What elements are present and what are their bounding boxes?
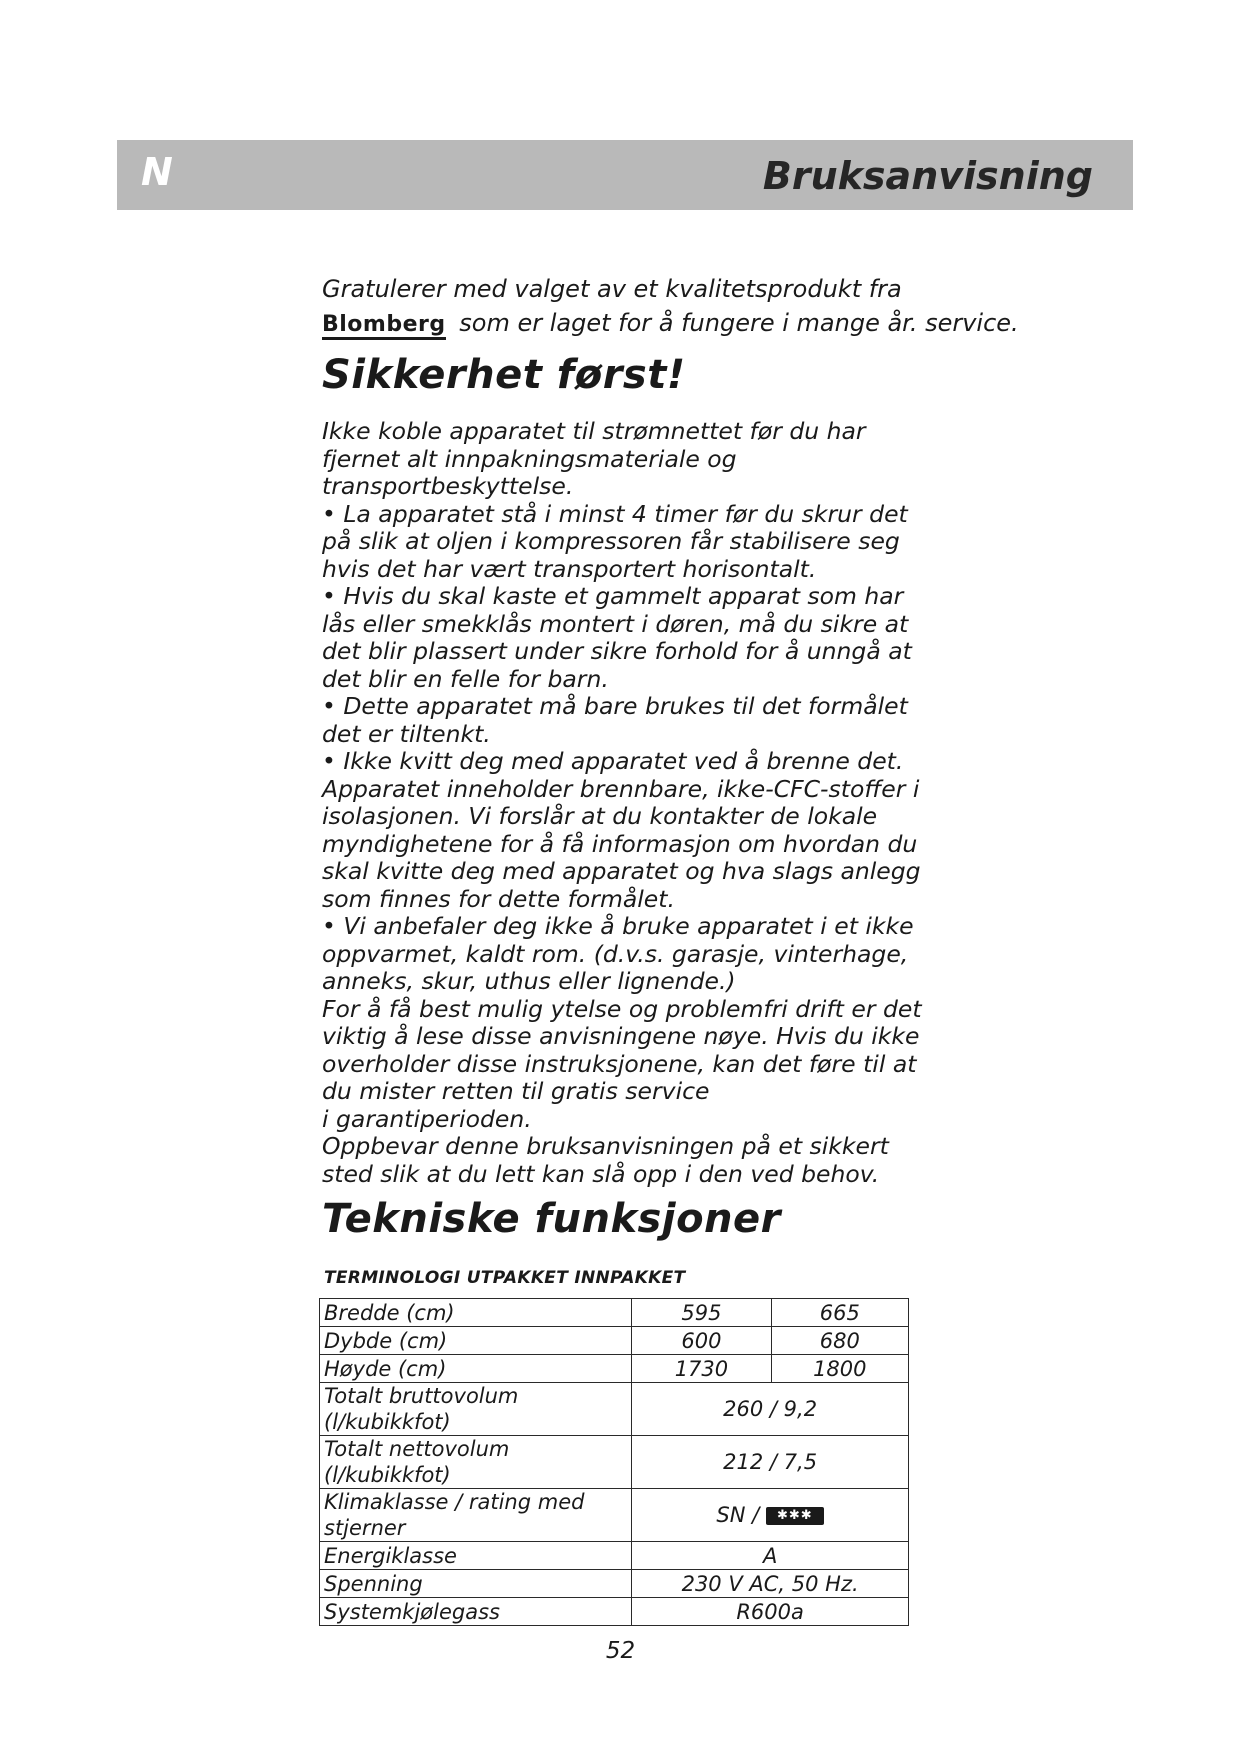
- spec-label: Dybde (cm): [320, 1327, 632, 1355]
- intro: [322, 272, 1019, 340]
- safety-paragraph: i garantiperioden.: [322, 1104, 532, 1133]
- spec-label: Energiklasse: [320, 1542, 632, 1570]
- spec-unpacked: 1730: [632, 1355, 771, 1383]
- table-row: [320, 1383, 909, 1436]
- safety-heading: Sikkerhet først!: [322, 352, 686, 398]
- language-code: N: [141, 150, 173, 194]
- safety-paragraph: Ikke koble apparatet til strømnettet før du har fjernet alt innpakningsmateriale og transportbeskyttelse.: [322, 417, 866, 500]
- specs-table: [319, 1298, 909, 1626]
- climate-class-value: SN /: [716, 1503, 760, 1527]
- safety-paragraph: • Vi anbefaler deg ikke å bruke apparatet i et ikke oppvarmet, kaldt rom. (d.v.s. garasje, vinterhage, anneks, skur, uthus eller lignende.): [322, 912, 914, 995]
- spec-packed: 665: [771, 1299, 908, 1327]
- spec-packed: 1800: [771, 1355, 908, 1383]
- table-row: [320, 1570, 909, 1598]
- tech-heading: Tekniske funksjoner: [322, 1196, 781, 1242]
- safety-body: [322, 418, 922, 1188]
- spec-unpacked: 600: [632, 1327, 771, 1355]
- safety-paragraph: • Ikke kvitt deg med apparatet ved å brenne det. Apparatet inneholder brennbare, ikke-CFC-stoffer i isolasjonen. Vi forslår at du kontakter de lokale myndighetene for å få informasjon om hvordan du skal kvitte deg med apparatet og hva slags anlegg som finnes for dette formålet.: [322, 747, 921, 913]
- spec-label: Spenning: [320, 1570, 632, 1598]
- brand-logo: Blomberg: [322, 313, 446, 340]
- table-row: [320, 1299, 909, 1327]
- intro-line-2: [322, 306, 1019, 340]
- table-row: [320, 1355, 909, 1383]
- spec-value: 260 / 9,2: [632, 1383, 909, 1436]
- safety-paragraph: Oppbevar denne bruksanvisningen på et sikkert sted slik at du lett kan slå opp i den ved behov.: [322, 1132, 889, 1188]
- spec-packed: 680: [771, 1327, 908, 1355]
- table-row: [320, 1436, 909, 1489]
- spec-label: Høyde (cm): [320, 1355, 632, 1383]
- spec-value: R600a: [632, 1598, 909, 1626]
- spec-value: 212 / 7,5: [632, 1436, 909, 1489]
- spec-label: Systemkjølegass: [320, 1598, 632, 1626]
- spec-label: Klimaklasse / rating med stjerner: [320, 1489, 632, 1542]
- spec-label: Totalt bruttovolum (l/kubikkfot): [320, 1383, 632, 1436]
- header-band: [117, 140, 1133, 210]
- spec-value: [632, 1489, 909, 1542]
- safety-paragraph: For å få best mulig ytelse og problemfri drift er det viktig å lese disse anvisningene nøye. Hvis du ikke overholder disse instruksjonene, kan det føre til at du mister retten til gratis service: [322, 994, 922, 1105]
- table-row: [320, 1542, 909, 1570]
- spec-value: A: [632, 1542, 909, 1570]
- intro-line-1: Gratulerer med valget av et kvalitetsprodukt fra: [322, 275, 902, 303]
- terminology-heading: TERMINOLOGI UTPAKKET INNPAKKET: [324, 1268, 686, 1288]
- table-row: [320, 1327, 909, 1355]
- safety-paragraph: • La apparatet stå i minst 4 timer før du skrur det på slik at oljen i kompressoren får stabilisere seg hvis det har vært transportert horisontalt.: [322, 499, 908, 583]
- spec-value: 230 V AC, 50 Hz.: [632, 1570, 909, 1598]
- document-title: Bruksanvisning: [762, 154, 1093, 198]
- freezer-star-rating-icon: ✱✱✱: [766, 1507, 824, 1525]
- table-row: [320, 1598, 909, 1626]
- intro-line-2-text: som er laget for å fungere i mange år. service.: [459, 309, 1019, 337]
- spec-label: Bredde (cm): [320, 1299, 632, 1327]
- safety-paragraph: • Dette apparatet må bare brukes til det formålet det er tiltenkt.: [322, 692, 908, 748]
- page-number: 52: [605, 1638, 636, 1664]
- table-row: [320, 1489, 909, 1542]
- spec-unpacked: 595: [632, 1299, 771, 1327]
- safety-paragraph: • Hvis du skal kaste et gammelt apparat som har lås eller smekklås montert i døren, må du sikre at det blir plassert under sikre forhold for å unngå at det blir en felle for barn.: [322, 582, 912, 693]
- spec-label: Totalt nettovolum (l/kubikkfot): [320, 1436, 632, 1489]
